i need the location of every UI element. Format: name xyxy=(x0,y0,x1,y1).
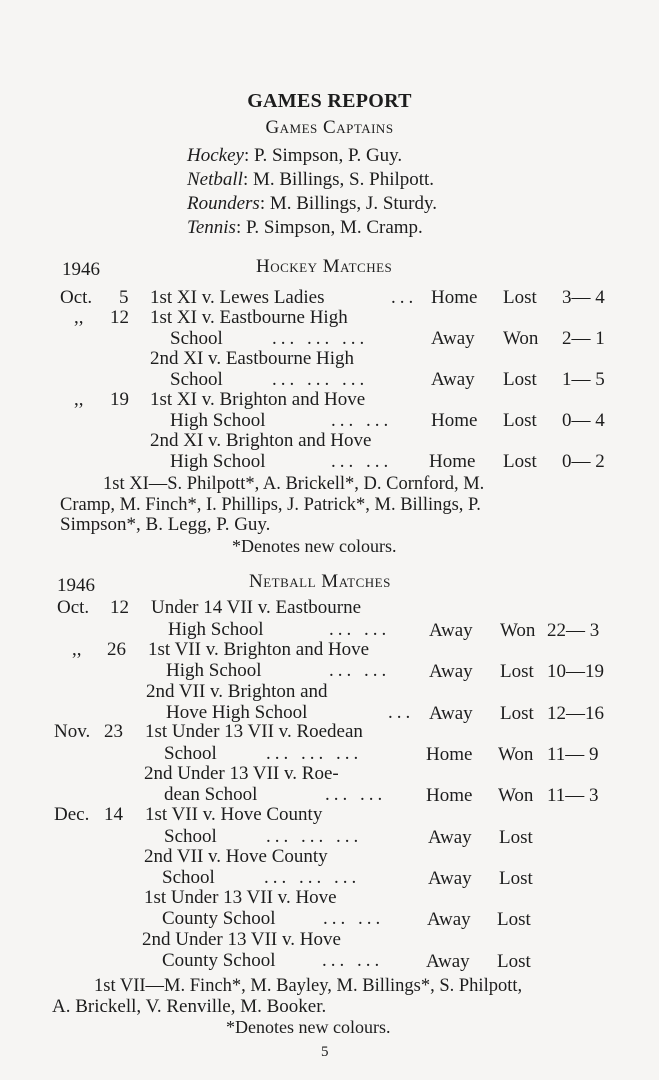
report-title: GAMES REPORT xyxy=(247,90,412,112)
match-date-month: Oct. xyxy=(57,597,90,618)
games-captains-heading: Games Captains xyxy=(265,117,394,138)
match-venue: Away xyxy=(431,328,475,349)
match-venue: Away xyxy=(431,369,475,390)
match-fixture: County School xyxy=(162,950,276,971)
match-venue: Away xyxy=(428,868,472,889)
sport-name: Hockey xyxy=(187,145,244,166)
match-date-day: 12 xyxy=(110,597,129,618)
match-fixture: High School xyxy=(170,451,266,472)
ditto-mark: ,, xyxy=(72,639,82,660)
match-result: Won xyxy=(503,328,539,349)
captain-line-tennis xyxy=(187,217,423,239)
match-result: Lost xyxy=(503,451,537,472)
match-score: 0— 2 xyxy=(562,451,605,472)
match-result: Won xyxy=(498,744,534,765)
match-venue: Home xyxy=(426,785,473,806)
captain-line-netball xyxy=(187,169,434,191)
match-venue: Away xyxy=(428,827,472,848)
match-fixture: 1st Under 13 VII v. Roedean xyxy=(145,721,363,742)
match-result: Lost xyxy=(497,951,531,972)
match-fixture: 1st XI v. Lewes Ladies xyxy=(150,287,325,308)
match-score: 11— 3 xyxy=(547,785,599,806)
match-fixture: dean School xyxy=(164,784,258,805)
match-fixture: 2nd XI v. Brighton and Hove xyxy=(150,430,372,451)
leader-dots: ... ... ... xyxy=(266,743,363,764)
match-result: Won xyxy=(500,620,536,641)
page-number: 5 xyxy=(321,1044,329,1060)
match-date-day: 19 xyxy=(110,389,129,410)
match-venue: Away xyxy=(426,951,470,972)
match-fixture: School xyxy=(170,369,223,390)
match-fixture: 2nd VII v. Brighton and xyxy=(146,681,328,702)
match-date-day: 23 xyxy=(104,721,123,742)
match-score: 12—16 xyxy=(547,703,604,724)
match-score: 2— 1 xyxy=(562,328,605,349)
match-date-month: Nov. xyxy=(54,721,91,742)
match-date-month: Oct. xyxy=(60,287,93,308)
match-fixture: School xyxy=(170,328,223,349)
captain-names: : M. Billings, J. Sturdy. xyxy=(259,193,438,214)
hockey-team-line: Cramp, M. Finch*, I. Phillips, J. Patrick*, M. Billings, P. xyxy=(60,495,481,515)
match-result: Lost xyxy=(499,868,533,889)
match-score: 22— 3 xyxy=(547,620,600,641)
match-fixture: 1st XI v. Eastbourne High xyxy=(150,307,348,328)
ditto-mark: ,, xyxy=(74,389,84,410)
leader-dots: ... ... ... xyxy=(272,369,369,390)
match-date-day: 14 xyxy=(104,804,123,825)
netball-team-line: A. Brickell, V. Renville, M. Booker. xyxy=(52,996,327,1017)
match-result: Lost xyxy=(503,287,537,308)
leader-dots: ... ... ... xyxy=(264,867,361,888)
match-fixture: High School xyxy=(166,660,262,681)
match-fixture: High School xyxy=(170,410,266,431)
netball-matches-heading: Netball Matches xyxy=(249,571,391,592)
netball-year: 1946 xyxy=(57,575,95,596)
leader-dots: ... ... xyxy=(322,950,384,971)
match-date-day: 12 xyxy=(110,307,129,328)
colours-note: *Denotes new colours. xyxy=(226,1017,391,1037)
match-result: Lost xyxy=(499,827,533,848)
match-result: Won xyxy=(498,785,534,806)
match-venue: Away xyxy=(427,909,471,930)
match-fixture: School xyxy=(164,826,217,847)
match-score: 10—19 xyxy=(547,661,604,682)
match-fixture: High School xyxy=(168,619,264,640)
match-venue: Away xyxy=(429,661,473,682)
match-venue: Away xyxy=(429,620,473,641)
sport-name: Tennis xyxy=(187,217,236,238)
leader-dots: ... ... xyxy=(329,619,391,640)
hockey-team-line: 1st XI—S. Philpott*, A. Brickell*, D. Cornford, M. xyxy=(103,474,485,494)
match-venue: Home xyxy=(429,451,476,472)
captain-names: : P. Simpson, M. Cramp. xyxy=(235,217,423,238)
ditto-mark: ,, xyxy=(74,307,84,328)
match-venue: Home xyxy=(426,744,473,765)
hockey-matches-heading: Hockey Matches xyxy=(256,256,393,277)
match-fixture: 1st VII v. Brighton and Hove xyxy=(148,639,370,660)
hockey-team-line: Simpson*, B. Legg, P. Guy. xyxy=(60,514,271,535)
match-score: 3— 4 xyxy=(562,287,605,308)
match-result: Lost xyxy=(497,909,531,930)
leader-dots: ... ... xyxy=(323,908,385,929)
captain-names: : M. Billings, S. Philpott. xyxy=(242,169,435,190)
match-fixture: Hove High School xyxy=(166,702,308,723)
match-fixture: School xyxy=(164,743,217,764)
hockey-year: 1946 xyxy=(62,259,100,280)
match-result: Lost xyxy=(500,661,534,682)
match-score: 0— 4 xyxy=(562,410,605,431)
match-venue: Home xyxy=(431,287,478,308)
match-score: 1— 5 xyxy=(562,369,605,390)
match-fixture: 1st Under 13 VII v. Hove xyxy=(144,887,337,908)
leader-dots: ... xyxy=(388,702,415,723)
match-fixture: 1st XI v. Brighton and Hove xyxy=(150,389,366,410)
match-venue: Away xyxy=(429,703,473,724)
match-score: 11— 9 xyxy=(547,744,599,765)
captain-names: : P. Simpson, P. Guy. xyxy=(243,145,403,166)
match-fixture: 2nd Under 13 VII v. Hove xyxy=(142,929,341,950)
match-venue: Home xyxy=(431,410,478,431)
match-result: Lost xyxy=(500,703,534,724)
match-date-day: 26 xyxy=(107,639,126,660)
match-fixture: School xyxy=(162,867,215,888)
match-date-day: 5 xyxy=(119,287,129,308)
match-fixture: 2nd VII v. Hove County xyxy=(144,846,328,867)
match-result: Lost xyxy=(503,410,537,431)
match-fixture: 2nd Under 13 VII v. Roe- xyxy=(144,763,339,784)
leader-dots: ... xyxy=(391,287,418,308)
match-date-month: Dec. xyxy=(54,804,90,825)
sport-name: Netball xyxy=(187,169,243,190)
leader-dots: ... ... ... xyxy=(272,328,369,349)
leader-dots: ... ... xyxy=(325,784,387,805)
match-fixture: 2nd XI v. Eastbourne High xyxy=(150,348,355,369)
match-fixture: County School xyxy=(162,908,276,929)
leader-dots: ... ... ... xyxy=(266,826,363,847)
match-fixture: Under 14 VII v. Eastbourne xyxy=(151,597,362,618)
captain-line-hockey xyxy=(187,145,402,167)
captain-line-rounders xyxy=(187,193,437,215)
netball-team-line: 1st VII—M. Finch*, M. Bayley, M. Billings*, S. Philpott, xyxy=(94,976,523,996)
colours-note: *Denotes new colours. xyxy=(232,536,397,556)
leader-dots: ... ... xyxy=(331,451,393,472)
leader-dots: ... ... xyxy=(329,660,391,681)
sport-name: Rounders xyxy=(187,193,260,214)
match-fixture: 1st VII v. Hove County xyxy=(145,804,323,825)
leader-dots: ... ... xyxy=(331,410,393,431)
match-result: Lost xyxy=(503,369,537,390)
